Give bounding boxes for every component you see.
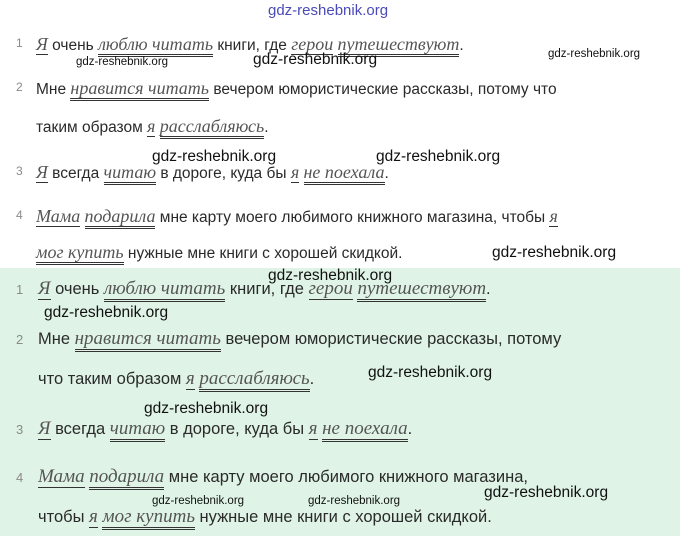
sentence-number: 2 bbox=[16, 80, 23, 94]
sentence-line bbox=[36, 116, 269, 137]
sentence-number: 4 bbox=[16, 470, 24, 485]
text-segment: вечером юмористические рассказы, потому что bbox=[209, 81, 557, 98]
watermark-text: gdz-reshebnik.org bbox=[368, 364, 493, 381]
text-segment: мне карту моего любимого книжного магазина, чтобы bbox=[155, 209, 550, 226]
sentence-line bbox=[38, 278, 491, 300]
sentence-number: 1 bbox=[16, 282, 24, 297]
text-segment: нужные мне книги с хорошей скидкой. bbox=[123, 245, 403, 262]
text-segment: очень bbox=[47, 37, 99, 54]
subject-word: я bbox=[147, 116, 156, 136]
predicate-word: читаю bbox=[104, 162, 157, 185]
text-segment: книги, где bbox=[213, 37, 292, 54]
text-segment: . bbox=[264, 119, 269, 136]
watermark-text: gdz-reshebnik.org bbox=[152, 495, 245, 507]
watermark-text: gdz-reshebnik.org bbox=[76, 56, 169, 68]
subject-word: я bbox=[308, 418, 318, 439]
text-segment: Мне bbox=[36, 81, 71, 98]
predicate-word: мог купить bbox=[36, 242, 124, 265]
text-segment bbox=[80, 209, 84, 226]
watermark-text: gdz-reshebnik.org bbox=[44, 304, 169, 321]
subject-word: я bbox=[89, 506, 98, 527]
sentence-line bbox=[38, 418, 412, 440]
predicate-word: подарила bbox=[89, 466, 164, 490]
watermark-text: gdz-reshebnik.org bbox=[144, 400, 269, 417]
text-segment: в дороге, куда бы bbox=[156, 165, 291, 182]
subject-word: герои bbox=[291, 34, 334, 54]
predicate-word: люблю читать bbox=[104, 278, 225, 302]
sentence-line bbox=[36, 34, 464, 55]
watermark-text: gdz-reshebnik.org bbox=[484, 484, 609, 501]
watermark-text: gdz-reshebnik.org bbox=[548, 48, 641, 60]
watermark-text: gdz-reshebnik.org bbox=[268, 267, 393, 284]
text-segment bbox=[299, 165, 303, 182]
text-segment: в дороге, куда бы bbox=[165, 420, 309, 438]
predicate-word: мог купить bbox=[102, 506, 194, 530]
text-segment: очень bbox=[50, 280, 104, 298]
sentence-line bbox=[38, 506, 492, 528]
predicate-word: люблю читать bbox=[98, 34, 213, 57]
watermark-text: gdz-reshebnik.org bbox=[308, 495, 401, 507]
predicate-word: нравится читать bbox=[70, 78, 209, 101]
predicate-word: не поехала bbox=[304, 162, 385, 185]
predicate-word: путешествуют bbox=[338, 34, 460, 57]
predicate-word: расслабляюсь bbox=[160, 116, 265, 139]
subject-word: я bbox=[185, 368, 195, 389]
text-segment: нужные мне книги с хорошей скидкой. bbox=[194, 508, 492, 526]
text-segment: . bbox=[407, 420, 413, 438]
sentence-line bbox=[38, 328, 561, 350]
text-segment: . bbox=[384, 165, 389, 182]
subject-word: Я bbox=[36, 162, 48, 182]
sentence-number: 1 bbox=[16, 36, 23, 50]
subject-word: Я bbox=[38, 418, 51, 439]
subject-word: Мама bbox=[36, 206, 81, 226]
subject-word: я bbox=[290, 162, 300, 182]
text-segment: . bbox=[309, 370, 315, 388]
sentence-number: 3 bbox=[16, 422, 24, 437]
predicate-word: расслабляюсь bbox=[199, 368, 309, 392]
subject-word: Я bbox=[36, 34, 48, 54]
sentence-line bbox=[36, 206, 558, 227]
subject-word: Я bbox=[38, 278, 51, 299]
text-segment: мне карту моего любимого книжного магазина, bbox=[164, 468, 528, 486]
subject-word: герои bbox=[308, 278, 353, 299]
predicate-word: путешествуют bbox=[357, 278, 486, 302]
text-segment: таким образом bbox=[36, 119, 148, 136]
text-segment: . bbox=[459, 37, 464, 54]
text-segment: вечером юмористические рассказы, потому bbox=[220, 330, 562, 348]
sentence-line bbox=[36, 78, 557, 99]
text-segment: что таким образом bbox=[38, 370, 186, 388]
text-segment: всегда bbox=[50, 420, 110, 438]
predicate-word: подарила bbox=[85, 206, 156, 229]
watermark-text: gdz-reshebnik.org bbox=[253, 51, 378, 68]
sentence-number: 4 bbox=[16, 208, 23, 222]
text-segment: . bbox=[486, 280, 491, 298]
subject-word: я bbox=[549, 206, 558, 226]
sentence-line bbox=[38, 368, 314, 390]
watermark-text: gdz-reshebnik.org bbox=[492, 244, 617, 261]
sentence-line bbox=[38, 466, 528, 488]
text-segment: Мне bbox=[38, 330, 75, 348]
sentence-number: 3 bbox=[16, 164, 23, 178]
watermark-text: gdz-reshebnik.org bbox=[376, 148, 501, 165]
watermark-text: gdz-reshebnik.org bbox=[268, 2, 389, 19]
predicate-word: читаю bbox=[110, 418, 165, 442]
predicate-word: не поехала bbox=[322, 418, 408, 442]
sentence-line bbox=[36, 242, 402, 263]
text-segment: всегда bbox=[47, 165, 104, 182]
sentence-number: 2 bbox=[16, 332, 24, 347]
subject-word: Мама bbox=[38, 466, 85, 487]
text-segment: книги, где bbox=[225, 280, 309, 298]
watermark-text: gdz-reshebnik.org bbox=[152, 148, 277, 165]
text-segment: чтобы bbox=[38, 508, 90, 526]
predicate-word: нравится читать bbox=[75, 328, 221, 352]
